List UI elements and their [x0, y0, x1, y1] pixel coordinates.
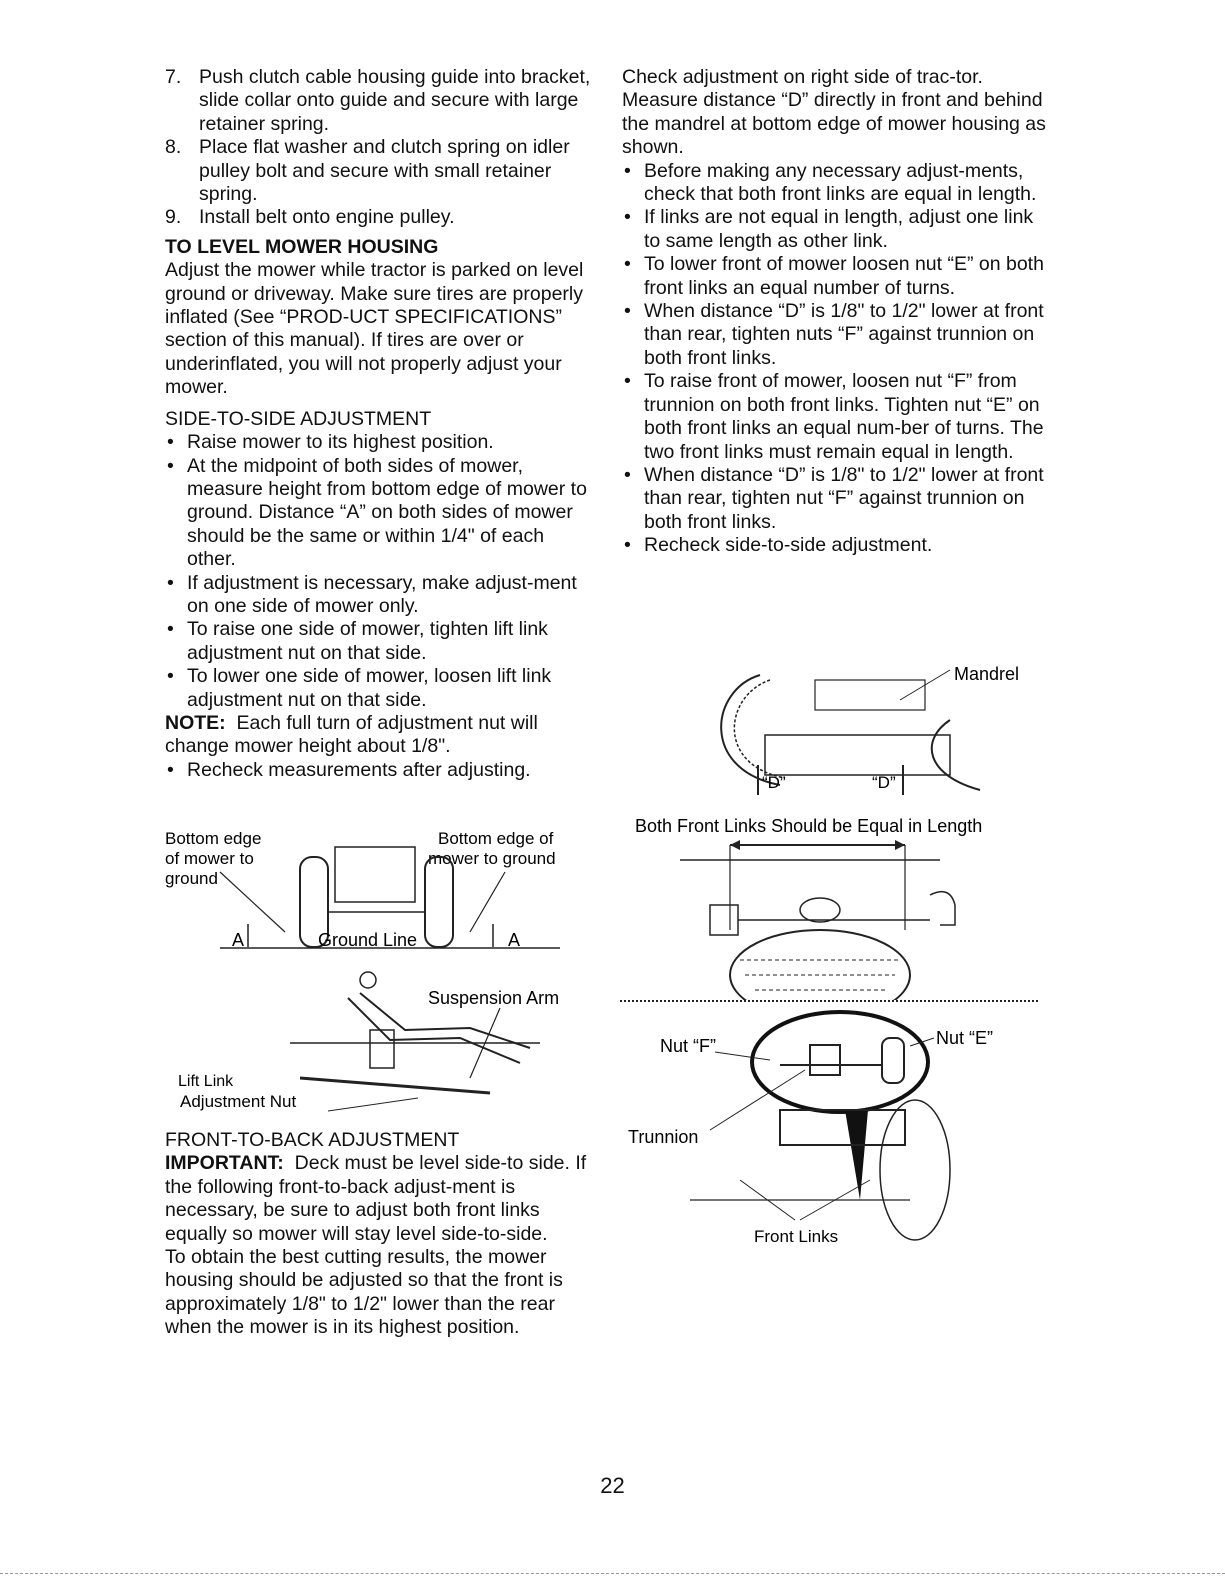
side-bullet: • To lower one side of mower, loosen lift link adjustment nut on that side. [165, 665, 595, 712]
fig1-label-right-1: Bottom edge of [438, 829, 554, 848]
fig4-caption: Both Front Links Should be Equal in Length [635, 816, 983, 836]
side-bullet: • If adjustment is necessary, make adjust-ment on one side of mower only. [165, 572, 595, 619]
bottom-rule [0, 1573, 1225, 1574]
left-column-lower [165, 1129, 595, 1340]
left-column [165, 66, 595, 782]
step-7: 7. Push clutch cable housing guide into bracket, slide collar onto guide and secure with large retainer spring. [165, 66, 591, 135]
fig3-mandrel-label: Mandrel [954, 664, 1020, 684]
note-label: NOTE: [165, 711, 226, 734]
fig1-a-left: A [232, 930, 245, 950]
recheck-bullet: • Recheck measurements after adjusting. [165, 759, 595, 782]
step-9: 9. Install belt onto engine pulley. [165, 206, 455, 229]
important-label: IMPORTANT: [165, 1152, 284, 1175]
side-bullet: • Raise mower to its highest position. [165, 431, 595, 454]
right-column [622, 66, 1052, 558]
fig5-front-links: Front Links [754, 1227, 839, 1246]
fig1-label-left-1: Bottom edge [165, 829, 262, 848]
page-number: 22 [600, 1473, 625, 1498]
figure-divider [620, 1000, 1038, 1002]
right-bullet: • To raise front of mower, loosen nut “F” from trunnion on both front links. Tighten nut “E” on both front links an equal num-ber of turns. The two front links must remain equal in length. [622, 370, 1052, 464]
fig3-d-right: “D” [872, 773, 896, 792]
right-bullet: • If links are not equal in length, adjust one link to same length as other link. [622, 206, 1052, 253]
intro-paragraph: Adjust the mower while tractor is parked on level ground or driveway. Make sure tires are properly inflated (See “PROD-UCT SPECIFICATIONS” section of this manual). If tires are over or underinflated, you will not properly adjust your mower. [165, 259, 584, 399]
front-to-back-heading: FRONT-TO-BACK ADJUSTMENT [165, 1129, 460, 1151]
right-bullet: • Recheck side-to-side adjustment. [622, 534, 1052, 557]
side-bullet: • To raise one side of mower, tighten lift link adjustment nut on that side. [165, 618, 595, 665]
right-bullet: • Before making any necessary adjust-ments, check that both front links are equal in length. [622, 160, 1052, 207]
step-8: 8. Place flat washer and clutch spring on idler pulley bolt and secure with small retainer spring. [165, 136, 570, 206]
important-paragraph: IMPORTANT: Deck must be level side-to side. If the following front-to-back adjust-ment is necessary, be sure to adjust both front links equally so mower will stay level side-to-side. [165, 1152, 587, 1245]
fig3-d-left: “D” [762, 773, 786, 792]
obtain-paragraph: To obtain the best cutting results, the mower housing should be adjusted so that the front is approximately 1/8" to 1/2" lower than the rear when the mower is in its highest position. [165, 1246, 563, 1339]
right-bullet: • When distance “D” is 1/8" to 1/2" lower at front than rear, tighten nut “F” against trunnion on both front links. [622, 464, 1052, 534]
fig1-label-left-3: ground [165, 869, 218, 888]
front-links-figure [620, 810, 1040, 1000]
trunnion-figure [620, 1010, 1040, 1250]
note: NOTE: Each full turn of adjustment nut will change mower height about 1/8". [165, 711, 538, 758]
fig1-label-right-2: mower to ground [428, 849, 556, 868]
fig5-nut-f: Nut “F” [660, 1036, 716, 1056]
right-bullet: • When distance “D” is 1/8" to 1/2" lower at front than rear, tighten nuts “F” against trunnion on both front links. [622, 300, 1052, 370]
fig2-suspension-label: Suspension Arm [428, 988, 560, 1008]
fig2-lift-label-2: Adjustment Nut [180, 1092, 297, 1111]
fig1-a-right: A [508, 930, 521, 950]
fig1-label-left-2: of mower to [165, 849, 254, 868]
right-intro: Check adjustment on right side of trac-tor. Measure distance “D” directly in front and behind the mandrel at bottom edge of mower housing as shown. [622, 66, 1046, 159]
section-heading: TO LEVEL MOWER HOUSING [165, 235, 439, 258]
right-bullet: • To lower front of mower loosen nut “E” on both front links an equal number of turns. [622, 253, 1052, 300]
mandrel-figure [620, 660, 1040, 800]
fig1-ground-line: Ground Line [318, 930, 418, 950]
side-to-side-heading: SIDE-TO-SIDE ADJUSTMENT [165, 407, 432, 430]
fig2-lift-label-1: Lift Link [178, 1073, 234, 1090]
ground-line-figure [160, 822, 600, 957]
fig5-nut-e: Nut “E” [936, 1028, 994, 1048]
side-bullet: • At the midpoint of both sides of mower, measure height from bottom edge of mower to ground. Distance “A” on both sides of mower should be the same or within 1/4" of each other. [165, 455, 595, 572]
fig5-trunnion: Trunnion [628, 1127, 699, 1147]
suspension-arm-figure [160, 968, 600, 1118]
